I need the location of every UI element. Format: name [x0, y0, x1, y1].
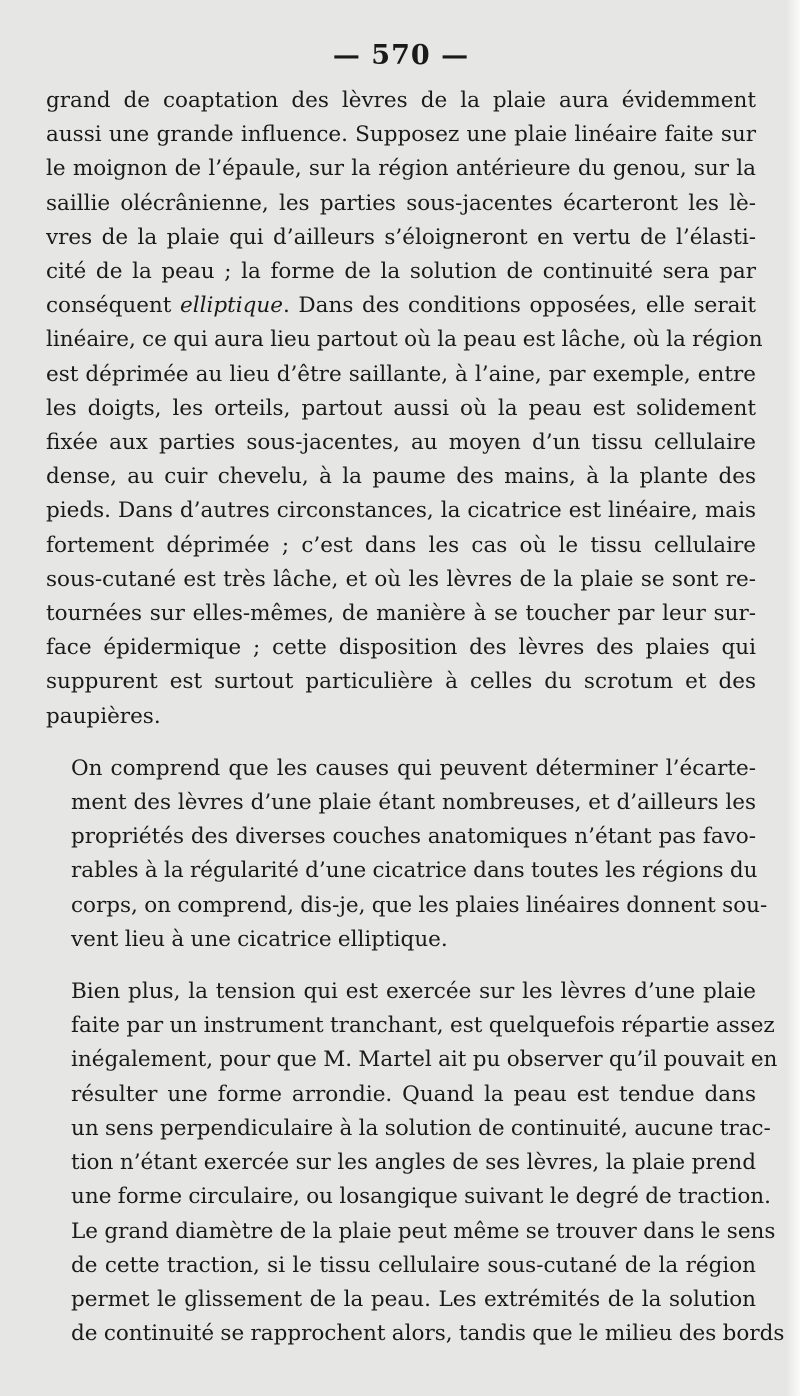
text-line: un sens perpendiculaire à la solution de continuité, aucune trac-: [71, 1115, 771, 1141]
text-line: ment des lèvres d’une plaie étant nombreuses, et d’ailleurs les: [71, 790, 756, 816]
text-line: linéaire, ce qui aura lieu partout où la peau est lâche, où la région: [46, 327, 763, 353]
text-line: les doigts, les orteils, partout aussi où la peau est solidement: [46, 395, 756, 421]
paragraph-1: [46, 84, 763, 734]
text-line: fixée aux parties sous-jacentes, au moyen d’un tissu cellulaire: [46, 430, 756, 456]
text-line: face épidermique ; cette disposition des lèvres des plaies qui: [46, 635, 756, 661]
text-line: de cette traction, si le tissu cellulaire sous-cutané de la région: [71, 1252, 756, 1278]
text-line: sous-cutané est très lâche, et où les lèvres de la plaie se sont re-: [46, 566, 756, 592]
text-line: pieds. Dans d’autres circonstances, la cicatrice est linéaire, mais: [46, 498, 756, 524]
text-line: une forme circulaire, ou losangique suivant le degré de traction.: [71, 1184, 771, 1210]
text-line: faite par un instrument tranchant, est quelquefois répartie assez: [71, 1013, 775, 1039]
paragraph-2: [46, 752, 768, 957]
text-line: permet le glissement de la peau. Les extrémités de la solution: [71, 1286, 756, 1312]
text-line: de continuité se rapprochent alors, tandis que le milieu des bords: [71, 1321, 785, 1347]
text-line: vent lieu à une cicatrice elliptique.: [71, 926, 448, 952]
text-line: résulter une forme arrondie. Quand la peau est tendue dans: [71, 1081, 756, 1107]
text-line: tion n’étant exercée sur les angles de ses lèvres, la plaie prend: [71, 1150, 756, 1176]
text-line: grand de coaptation des lèvres de la plaie aura évidemment: [46, 88, 756, 113]
text-line: fortement déprimée ; c’est dans les cas où le tissu cellulaire: [46, 532, 756, 558]
text-line: suppurent est surtout particulière à celles du scrotum et des: [46, 669, 756, 695]
text-line: inégalement, pour que M. Martel ait pu observer qu’il pouvait en: [71, 1047, 778, 1073]
text-line: corps, on comprend, dis-je, que les plaies linéaires donnent sou-: [71, 892, 768, 918]
body-text: [46, 84, 785, 1351]
text-line: est déprimée au lieu d’être saillante, à l’aine, par exemple, entre: [46, 361, 756, 387]
text-line: Le grand diamètre de la plaie peut même se trouver dans le sens: [71, 1218, 776, 1244]
page-number: — 570 —: [332, 40, 470, 71]
text-line: le moignon de l’épaule, sur la région antérieure du genou, sur la: [46, 156, 756, 182]
text-line: dense, au cuir chevelu, à la paume des mains, à la plante des: [46, 464, 756, 490]
text-line: On comprend que les causes qui peuvent déterminer l’écarte-: [71, 755, 756, 781]
text-line: paupières.: [46, 703, 161, 729]
text-line: propriétés des diverses couches anatomiques n’étant pas favo-: [71, 824, 756, 850]
text-line: Bien plus, la tension qui est exercée sur les lèvres d’une plaie: [71, 979, 756, 1005]
text-line: conséquent elliptique. Dans des conditions opposées, elle serait: [46, 293, 756, 319]
text-line: saillie olécrânienne, les parties sous-jacentes écarteront les lè-: [46, 190, 756, 216]
text-line: tournées sur elles-mêmes, de manière à se toucher par leur sur-: [46, 601, 756, 627]
text-line: vres de la plaie qui d’ailleurs s’éloigneront en vertu de l’élasti-: [46, 224, 756, 250]
text-line: rables à la régularité d’une cicatrice dans toutes les régions du: [71, 858, 758, 884]
text-line: aussi une grande influence. Supposez une plaie linéaire faite sur: [46, 122, 756, 148]
paragraph-3: [46, 975, 785, 1351]
text-line: cité de la peau ; la forme de la solution de continuité sera par: [46, 259, 756, 285]
